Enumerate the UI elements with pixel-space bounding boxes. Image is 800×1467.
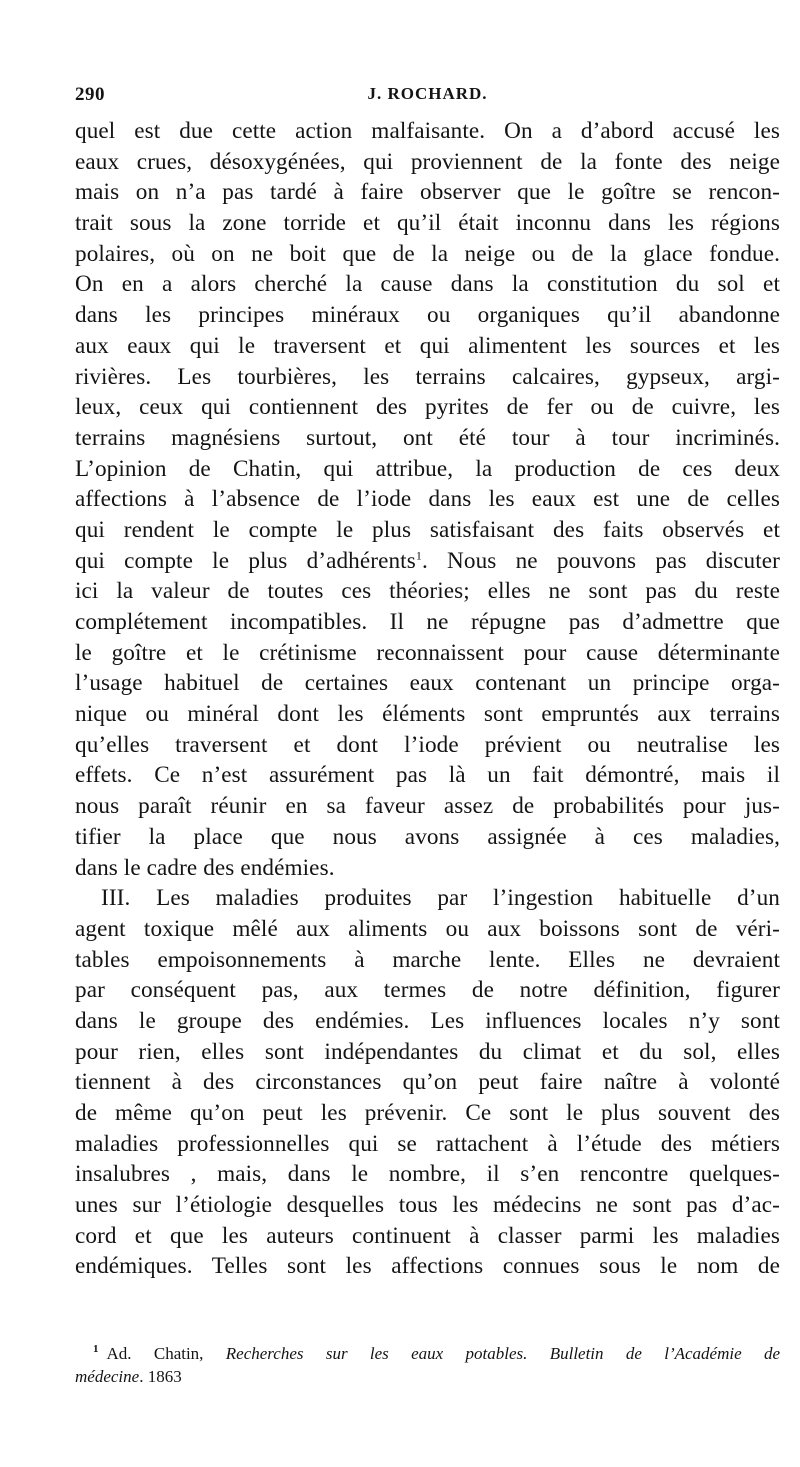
text-line: de même qu’on peut les prévenir. Ce sont le plus souvent des (75, 1100, 780, 1126)
running-head: J. ROCHARD. (367, 84, 488, 103)
text-line: aux eaux qui le traversent et qui alimentent les sources et les (75, 332, 780, 359)
text-line: dans les principes minéraux ou organiques qu’il abandonne (75, 302, 780, 329)
text-line: terrains magnésiens surtout, ont été tour à tour incriminés. (75, 424, 780, 451)
text-line: maladies professionnelles qui se rattachent à l’étude des métiers (75, 1130, 780, 1157)
footnote-line (75, 1343, 780, 1366)
text-line: III. Les maladies produites par l’ingestion habituelle d’un (101, 885, 780, 912)
text-line: nous paraît réunir en sa faveur assez de probabilités pour jus- (75, 793, 780, 820)
text-line: complétement incompatibles. Il ne répugne pas d’admettre que (75, 609, 780, 635)
footnote-author: Ad. Chatin, (106, 1344, 226, 1363)
text-line: mais on n’a pas tardé à faire observer que le goître se rencon- (75, 179, 780, 206)
text-line: qui rendent le compte le plus satisfaisant des faits observés et (75, 516, 780, 543)
footnote-reference[interactable]: 1 (415, 547, 422, 562)
text-line: polaires, où on ne boit que de la neige ou de la glace fondue. (75, 240, 780, 267)
page-number: 290 (75, 84, 105, 105)
text-line: dans le cadre des endémies. (75, 854, 335, 881)
text-line: agent toxique mêlé aux aliments ou aux boissons sont de véri- (75, 915, 780, 942)
text-line: tifier la place que nous avons assignée à ces maladies, (75, 823, 780, 850)
text-line: unes sur l’étiologie desquelles tous les médecins ne sont pas d’ac- (75, 1192, 780, 1219)
text-line: tables empoisonnements à marche lente. Elles ne devraient (75, 946, 780, 973)
text-line-with-footnote-ref (75, 546, 780, 577)
text-line: On en a alors cherché la cause dans la constitution du sol et (75, 271, 780, 298)
text-segment: qui compte le plus d’adhérents (75, 547, 416, 574)
text-line: le goître et le crétinisme reconnaissent pour cause déterminante (75, 639, 780, 666)
footnote-year: . 1863 (139, 1367, 182, 1386)
text-line: cord et que les auteurs continuent à classer parmi les maladies (75, 1222, 780, 1249)
text-line: insalubres , mais, dans le nombre, il s’en rencontre quelques- (75, 1161, 780, 1188)
footnote-title: Recherches sur les eaux potables. Bulletin de l’Académie de (225, 1344, 781, 1363)
text-line: endémiques. Telles sont les affections connues sous le nom de (75, 1253, 780, 1280)
text-line: eaux crues, désoxygénées, qui proviennent de la fonte des neige (75, 148, 780, 175)
text-line: trait sous la zone torride et qu’il était inconnu dans les régions (75, 210, 780, 237)
footnote-marker: 1 (93, 1343, 99, 1356)
text-line: affections à l’absence de l’iode dans les eaux est une de celles (75, 486, 780, 513)
footnote (75, 1343, 780, 1389)
text-line: par conséquent pas, aux termes de notre définition, figurer (75, 977, 780, 1004)
footnote-title-cont: médecine (75, 1367, 140, 1386)
text-line: quel est due cette action malfaisante. On a d’abord accusé les (75, 118, 780, 144)
text-line: effets. Ce n’est assurément pas là un fait démontré, mais il (75, 762, 780, 789)
text-line: tiennent à des circonstances qu’on peut faire naître à volonté (75, 1069, 780, 1096)
text-line: L’opinion de Chatin, qui attribue, la production de ces deux (75, 455, 780, 482)
text-line: nique ou minéral dont les éléments sont empruntés aux terrains (75, 701, 780, 728)
text-line: ici la valeur de toutes ces théories; elles ne sont pas du reste (75, 578, 780, 605)
text-segment: . Nous ne pouvons pas discuter (421, 547, 780, 574)
footnote-line (75, 1366, 780, 1389)
text-line: qu’elles traversent et dont l’iode prévient ou neutralise les (75, 731, 780, 758)
text-line: leux, ceux qui contiennent des pyrites de fer ou de cuivre, les (75, 394, 780, 421)
text-line: l’usage habituel de certaines eaux contenant un principe orga- (75, 670, 780, 697)
body-text (75, 116, 780, 1282)
text-line: pour rien, elles sont indépendantes du climat et du sol, elles (75, 1038, 780, 1065)
text-line: dans le groupe des endémies. Les influences locales n’y sont (75, 1007, 780, 1034)
page-header (75, 84, 780, 110)
text-line: rivières. Les tourbières, les terrains calcaires, gypseux, argi- (75, 363, 780, 390)
